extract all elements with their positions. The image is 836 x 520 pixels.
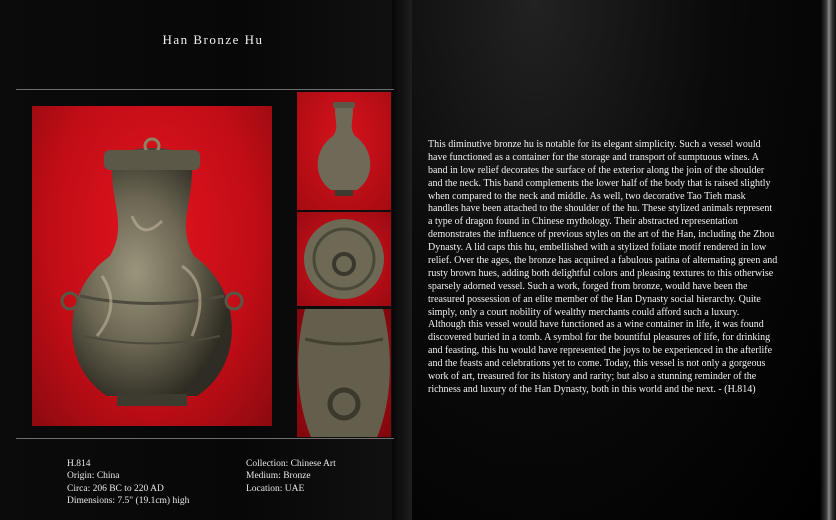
item-circa: Circa: 206 BC to 220 AD (67, 483, 164, 494)
description-line: a type of dragon found in Chinese mythology. Their abstracted representation (428, 216, 738, 228)
description-line: sparsely adorned vessel. Such a work, forged from bronze, would have been the (428, 280, 748, 292)
description-line: treasured possession of an elite member of the Han Dynasty social hierarchy. Quite (428, 293, 761, 305)
description-line: Dynasty. A lid caps this hu, embellished with a stylized foliate motif rendered in low (428, 242, 767, 254)
lid-thumbnail (297, 212, 391, 306)
item-dimensions: Dimensions: 7.5" (19.1cm) high (67, 495, 190, 506)
page-title: Han Bronze Hu (162, 32, 264, 47)
description-line: relief. Over the ages, the bronze has acquired a fabulous patina of alternating green and (428, 255, 778, 267)
page-edge (820, 0, 836, 520)
description-line: and feasting, this hu would have represented the joys to be experienced in the afterlife (428, 345, 773, 357)
description-line: have functioned as a container for the storage and transport of sumptuous wines. A (428, 151, 760, 163)
vessel-thumbnail (297, 92, 391, 210)
description-line: richness and luxury of the Han Dynasty, both in this world and the next. - (H.814) (428, 383, 756, 395)
item-collection: Collection: Chinese Art (246, 459, 336, 469)
bottom-divider (16, 438, 394, 439)
description-line: and the neck. This band complements the lower half of the body that is raised slightly (428, 177, 771, 189)
item-location: Location: UAE (246, 483, 305, 494)
description-line: rusty brown hues, adding both delightful colors and pleasing textures to this otherwise (428, 267, 774, 279)
description-line: band in low relief decorates the surface of the exterior along the join of the shoulder (428, 164, 765, 176)
description-line: discovered buried in a tomb. A symbol for the bountiful pleasures of life, for drinking (428, 332, 771, 344)
description-line: Although this vessel would have functioned as a wine container in life, it was found (428, 319, 764, 331)
description-line: simply, only a court nobility of wealthy merchants could afford such a luxury. (428, 306, 740, 318)
item-origin: Origin: China (67, 471, 120, 482)
item-code: H.814 (67, 459, 91, 469)
handle-thumbnail (297, 309, 391, 437)
main-photo[interactable] (32, 106, 272, 426)
description-line: demonstrates the influence of previous styles on the art of the Han, including the Zhou (428, 229, 775, 241)
description-line: and the feasts and celebrations yet to come. Today, this vessel is not only a gorgeous (428, 358, 766, 370)
description-line: This diminutive bronze hu is notable for its elegant simplicity. Such a vessel would (428, 139, 761, 150)
thumbnail-front[interactable] (297, 92, 391, 210)
item-details (67, 458, 189, 507)
description-text (428, 139, 806, 397)
item-medium: Medium: Bronze (246, 471, 311, 482)
description-line: when compared to the neck and middle. As well, two decorative Tao Tieh mask (428, 190, 746, 202)
vessel-illustration (32, 106, 272, 426)
top-divider (16, 89, 394, 90)
description-line: work of art, treasured for its history and rarity; but also a stunning reminder of the (428, 371, 757, 383)
thumbnail-handle[interactable] (297, 309, 391, 437)
description-line: handles have been attached to the shoulder of the hu. These stylized animals represent (428, 203, 773, 215)
item-collection-details (246, 458, 336, 495)
thumbnail-lid[interactable] (297, 212, 391, 306)
